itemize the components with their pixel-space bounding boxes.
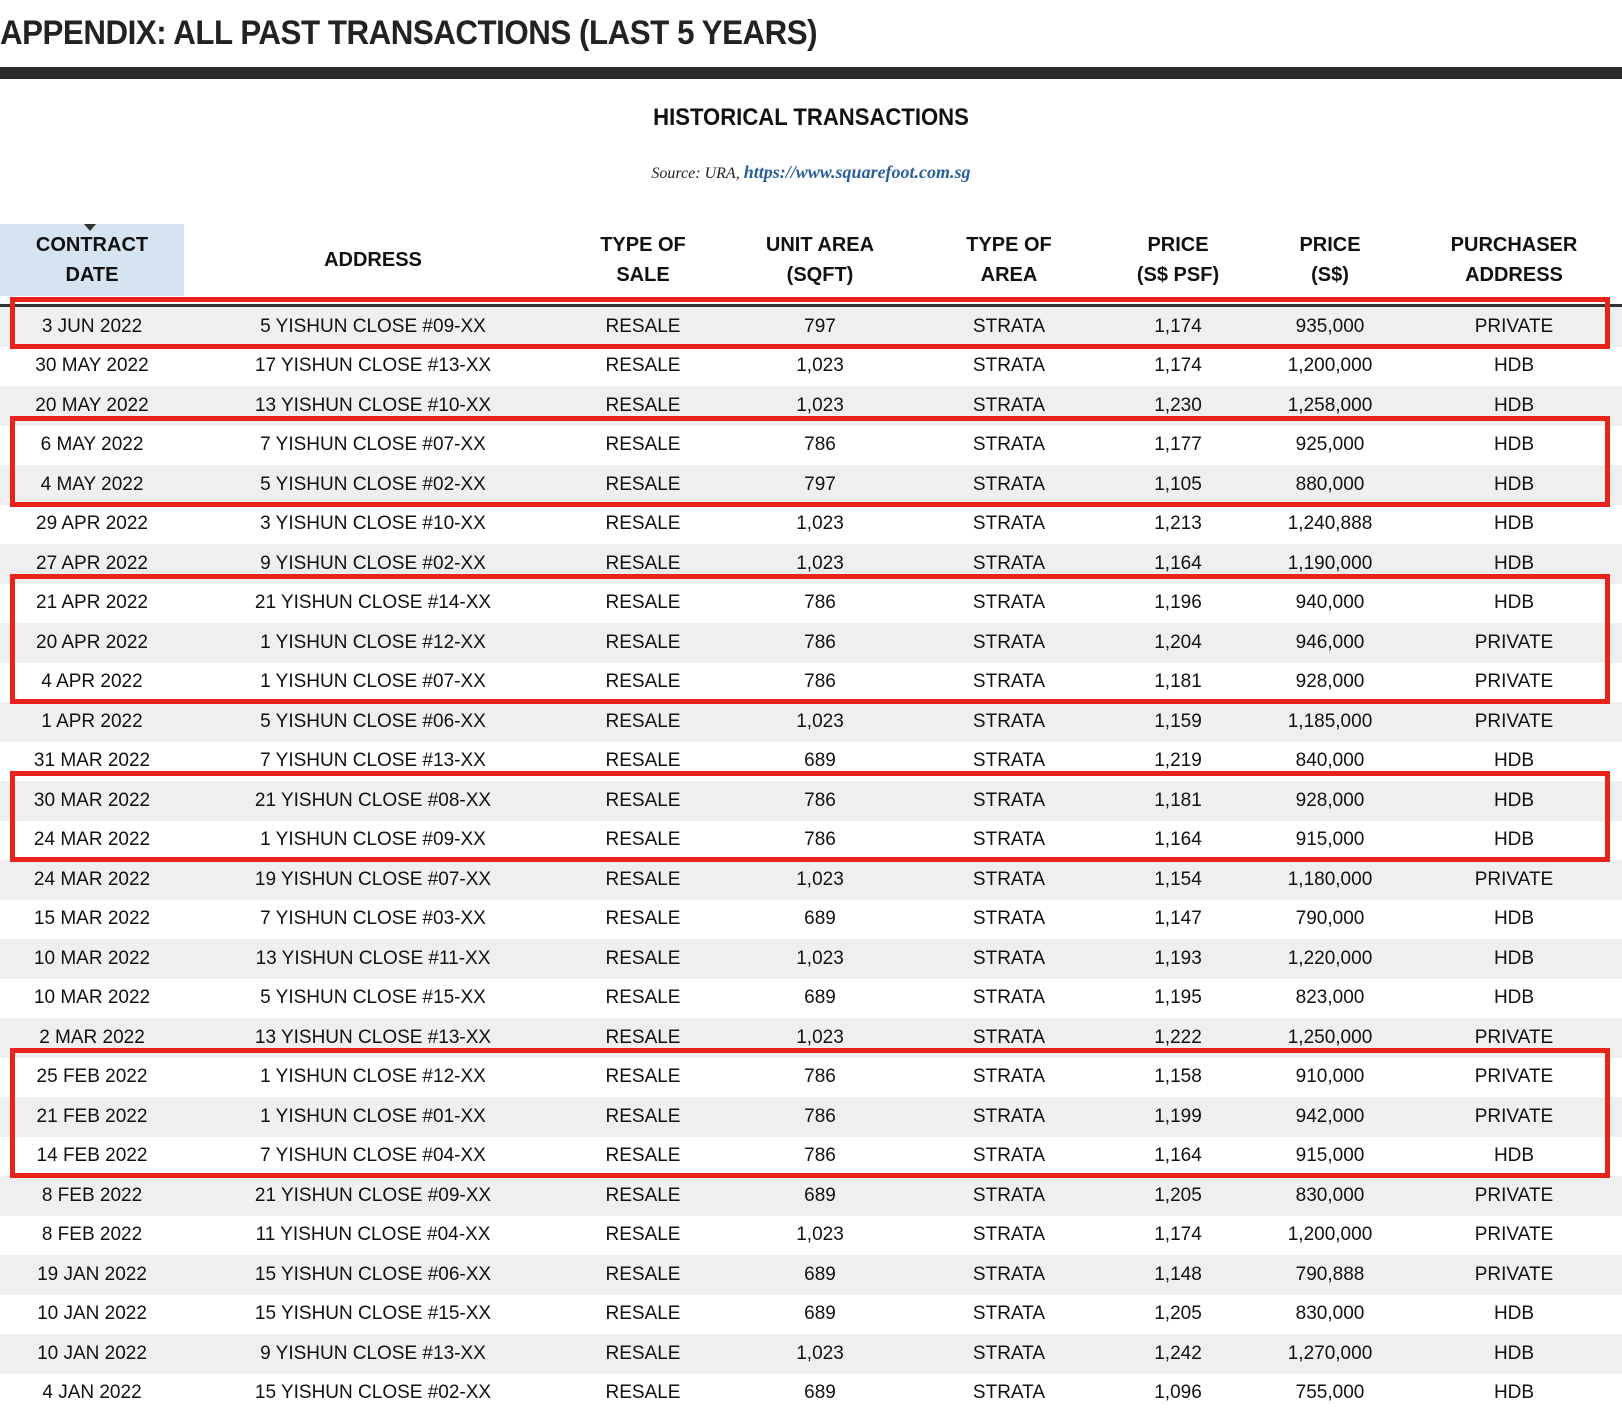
source-link[interactable]: https://www.squarefoot.com.sg (744, 162, 971, 182)
cell-type-of-sale: RESALE (562, 1137, 724, 1177)
cell-price-psf: 1,205 (1102, 1176, 1254, 1216)
cell-address: 7 YISHUN CLOSE #07-XX (184, 426, 562, 466)
cell-contract-date: 24 MAR 2022 (0, 821, 184, 861)
cell-contract-date: 19 JAN 2022 (0, 1255, 184, 1295)
cell-contract-date: 8 FEB 2022 (0, 1216, 184, 1256)
cell-type-of-area: STRATA (916, 1374, 1102, 1413)
highlight-box (10, 574, 1610, 705)
section-title: HISTORICAL TRANSACTIONS (65, 104, 1557, 132)
cell-address: 15 YISHUN CLOSE #06-XX (184, 1255, 562, 1295)
cell-unit-area: 786 (724, 426, 916, 466)
cell-price-psf: 1,230 (1102, 386, 1254, 426)
cell-price: 840,000 (1254, 742, 1406, 782)
header-label: PRICE (S$ PSF) (1137, 230, 1219, 290)
cell-contract-date: 1 APR 2022 (0, 702, 184, 742)
cell-address: 15 YISHUN CLOSE #02-XX (184, 1374, 562, 1413)
header-type-of-area[interactable] (916, 224, 1102, 296)
cell-contract-date: 31 MAR 2022 (0, 742, 184, 782)
table-row[interactable] (0, 860, 1622, 900)
cell-purchaser-address: PRIVATE (1406, 307, 1622, 347)
cell-purchaser-address: HDB (1406, 584, 1622, 624)
cell-purchaser-address: HDB (1406, 544, 1622, 584)
header-label: TYPE OF SALE (600, 230, 686, 290)
cell-price-psf: 1,181 (1102, 781, 1254, 821)
cell-price: 942,000 (1254, 1097, 1406, 1137)
cell-price: 910,000 (1254, 1058, 1406, 1098)
cell-address: 3 YISHUN CLOSE #10-XX (184, 505, 562, 545)
cell-type-of-area: STRATA (916, 544, 1102, 584)
cell-type-of-sale: RESALE (562, 505, 724, 545)
cell-type-of-sale: RESALE (562, 426, 724, 466)
cell-contract-date: 25 FEB 2022 (0, 1058, 184, 1098)
cell-contract-date: 10 MAR 2022 (0, 979, 184, 1019)
cell-type-of-sale: RESALE (562, 465, 724, 505)
cell-price-psf: 1,174 (1102, 1216, 1254, 1256)
cell-type-of-sale: RESALE (562, 900, 724, 940)
cell-price: 1,270,000 (1254, 1334, 1406, 1374)
cell-unit-area: 1,023 (724, 1018, 916, 1058)
cell-type-of-sale: RESALE (562, 584, 724, 624)
cell-address: 13 YISHUN CLOSE #13-XX (184, 1018, 562, 1058)
cell-type-of-sale: RESALE (562, 1058, 724, 1098)
cell-unit-area: 786 (724, 623, 916, 663)
cell-address: 15 YISHUN CLOSE #15-XX (184, 1295, 562, 1335)
cell-type-of-area: STRATA (916, 1176, 1102, 1216)
cell-type-of-sale: RESALE (562, 1255, 724, 1295)
cell-unit-area: 786 (724, 1097, 916, 1137)
header-label: ADDRESS (324, 245, 422, 275)
cell-type-of-area: STRATA (916, 900, 1102, 940)
cell-address: 1 YISHUN CLOSE #12-XX (184, 1058, 562, 1098)
cell-address: 19 YISHUN CLOSE #07-XX (184, 860, 562, 900)
header-price[interactable] (1254, 224, 1406, 296)
table-row[interactable] (0, 505, 1622, 545)
cell-price: 928,000 (1254, 781, 1406, 821)
cell-price: 830,000 (1254, 1295, 1406, 1335)
cell-price: 1,180,000 (1254, 860, 1406, 900)
cell-purchaser-address: HDB (1406, 900, 1622, 940)
cell-type-of-area: STRATA (916, 465, 1102, 505)
cell-address: 21 YISHUN CLOSE #09-XX (184, 1176, 562, 1216)
cell-contract-date: 24 MAR 2022 (0, 860, 184, 900)
header-contract-date[interactable] (0, 224, 184, 296)
cell-contract-date: 2 MAR 2022 (0, 1018, 184, 1058)
page-title: APPENDIX: ALL PAST TRANSACTIONS (LAST 5 YEARS) (0, 14, 817, 53)
cell-contract-date: 8 FEB 2022 (0, 1176, 184, 1216)
cell-price: 940,000 (1254, 584, 1406, 624)
cell-address: 9 YISHUN CLOSE #02-XX (184, 544, 562, 584)
cell-unit-area: 786 (724, 821, 916, 861)
cell-type-of-sale: RESALE (562, 663, 724, 703)
cell-contract-date: 10 MAR 2022 (0, 939, 184, 979)
cell-price-psf: 1,164 (1102, 544, 1254, 584)
cell-contract-date: 4 APR 2022 (0, 663, 184, 703)
cell-unit-area: 786 (724, 663, 916, 703)
cell-address: 9 YISHUN CLOSE #13-XX (184, 1334, 562, 1374)
cell-unit-area: 689 (724, 1374, 916, 1413)
cell-contract-date: 21 FEB 2022 (0, 1097, 184, 1137)
cell-unit-area: 1,023 (724, 544, 916, 584)
cell-contract-date: 30 MAY 2022 (0, 347, 184, 387)
cell-unit-area: 786 (724, 1137, 916, 1177)
highlight-box (10, 771, 1610, 862)
cell-unit-area: 1,023 (724, 1216, 916, 1256)
cell-purchaser-address: HDB (1406, 386, 1622, 426)
table-row[interactable] (0, 1176, 1622, 1216)
cell-price-psf: 1,148 (1102, 1255, 1254, 1295)
cell-price-psf: 1,174 (1102, 347, 1254, 387)
cell-contract-date: 4 JAN 2022 (0, 1374, 184, 1413)
cell-type-of-sale: RESALE (562, 1334, 724, 1374)
cell-price-psf: 1,154 (1102, 860, 1254, 900)
cell-purchaser-address: HDB (1406, 979, 1622, 1019)
cell-unit-area: 1,023 (724, 702, 916, 742)
cell-price-psf: 1,204 (1102, 623, 1254, 663)
cell-price-psf: 1,199 (1102, 1097, 1254, 1137)
cell-type-of-area: STRATA (916, 505, 1102, 545)
table-row[interactable] (0, 900, 1622, 940)
cell-price-psf: 1,213 (1102, 505, 1254, 545)
cell-contract-date: 10 JAN 2022 (0, 1295, 184, 1335)
cell-type-of-sale: RESALE (562, 386, 724, 426)
cell-purchaser-address: HDB (1406, 347, 1622, 387)
cell-type-of-area: STRATA (916, 979, 1102, 1019)
header-address[interactable] (184, 224, 562, 296)
cell-price-psf: 1,177 (1102, 426, 1254, 466)
cell-price-psf: 1,193 (1102, 939, 1254, 979)
cell-address: 1 YISHUN CLOSE #07-XX (184, 663, 562, 703)
cell-type-of-area: STRATA (916, 1255, 1102, 1295)
table-row[interactable] (0, 1295, 1622, 1335)
cell-price-psf: 1,164 (1102, 1137, 1254, 1177)
header-type-of-sale[interactable] (562, 224, 724, 296)
cell-unit-area: 786 (724, 584, 916, 624)
header-purchaser-address[interactable] (1406, 224, 1622, 296)
source-line (0, 162, 1622, 183)
cell-type-of-sale: RESALE (562, 702, 724, 742)
cell-purchaser-address: PRIVATE (1406, 1018, 1622, 1058)
cell-purchaser-address: PRIVATE (1406, 1176, 1622, 1216)
cell-purchaser-address: PRIVATE (1406, 702, 1622, 742)
cell-unit-area: 786 (724, 781, 916, 821)
cell-price: 790,000 (1254, 900, 1406, 940)
cell-price-psf: 1,105 (1102, 465, 1254, 505)
cell-price: 1,240,888 (1254, 505, 1406, 545)
cell-type-of-area: STRATA (916, 1058, 1102, 1098)
cell-contract-date: 30 MAR 2022 (0, 781, 184, 821)
cell-type-of-sale: RESALE (562, 347, 724, 387)
cell-type-of-area: STRATA (916, 860, 1102, 900)
table-row[interactable] (0, 939, 1622, 979)
cell-contract-date: 27 APR 2022 (0, 544, 184, 584)
cell-contract-date: 20 APR 2022 (0, 623, 184, 663)
cell-contract-date: 3 JUN 2022 (0, 307, 184, 347)
cell-type-of-sale: RESALE (562, 1374, 724, 1413)
cell-price-psf: 1,219 (1102, 742, 1254, 782)
cell-address: 11 YISHUN CLOSE #04-XX (184, 1216, 562, 1256)
table-row[interactable] (0, 1255, 1622, 1295)
cell-type-of-area: STRATA (916, 623, 1102, 663)
cell-address: 13 YISHUN CLOSE #10-XX (184, 386, 562, 426)
cell-price-psf: 1,205 (1102, 1295, 1254, 1335)
cell-type-of-area: STRATA (916, 663, 1102, 703)
cell-address: 21 YISHUN CLOSE #08-XX (184, 781, 562, 821)
cell-price: 790,888 (1254, 1255, 1406, 1295)
header-label: UNIT AREA (SQFT) (766, 230, 874, 290)
cell-price: 1,250,000 (1254, 1018, 1406, 1058)
cell-purchaser-address: HDB (1406, 1137, 1622, 1177)
cell-price: 1,220,000 (1254, 939, 1406, 979)
cell-address: 5 YISHUN CLOSE #15-XX (184, 979, 562, 1019)
cell-price-psf: 1,181 (1102, 663, 1254, 703)
cell-address: 5 YISHUN CLOSE #06-XX (184, 702, 562, 742)
cell-purchaser-address: HDB (1406, 505, 1622, 545)
table-row[interactable] (0, 347, 1622, 387)
cell-address: 7 YISHUN CLOSE #03-XX (184, 900, 562, 940)
cell-type-of-area: STRATA (916, 1216, 1102, 1256)
cell-address: 13 YISHUN CLOSE #11-XX (184, 939, 562, 979)
cell-unit-area: 689 (724, 742, 916, 782)
source-prefix: Source: URA, (651, 165, 743, 182)
cell-unit-area: 689 (724, 900, 916, 940)
cell-address: 5 YISHUN CLOSE #09-XX (184, 307, 562, 347)
cell-price: 915,000 (1254, 1137, 1406, 1177)
cell-type-of-sale: RESALE (562, 742, 724, 782)
cell-type-of-sale: RESALE (562, 623, 724, 663)
cell-price: 946,000 (1254, 623, 1406, 663)
cell-unit-area: 797 (724, 465, 916, 505)
cell-type-of-area: STRATA (916, 584, 1102, 624)
table-row[interactable] (0, 979, 1622, 1019)
header-label: CONTRACT DATE (36, 230, 148, 290)
cell-contract-date: 15 MAR 2022 (0, 900, 184, 940)
cell-purchaser-address: HDB (1406, 939, 1622, 979)
cell-unit-area: 1,023 (724, 1334, 916, 1374)
cell-purchaser-address: HDB (1406, 1334, 1622, 1374)
cell-contract-date: 4 MAY 2022 (0, 465, 184, 505)
header-label: PURCHASER ADDRESS (1451, 230, 1578, 290)
cell-unit-area: 1,023 (724, 347, 916, 387)
cell-type-of-area: STRATA (916, 702, 1102, 742)
cell-type-of-area: STRATA (916, 781, 1102, 821)
cell-address: 1 YISHUN CLOSE #09-XX (184, 821, 562, 861)
cell-unit-area: 786 (724, 1058, 916, 1098)
cell-price: 928,000 (1254, 663, 1406, 703)
cell-type-of-area: STRATA (916, 1334, 1102, 1374)
cell-unit-area: 1,023 (724, 860, 916, 900)
highlight-box (10, 416, 1610, 507)
cell-price: 925,000 (1254, 426, 1406, 466)
header-label: PRICE (S$) (1299, 230, 1360, 290)
highlight-box (10, 297, 1610, 349)
cell-purchaser-address: HDB (1406, 465, 1622, 505)
cell-type-of-sale: RESALE (562, 939, 724, 979)
cell-purchaser-address: PRIVATE (1406, 1058, 1622, 1098)
cell-type-of-sale: RESALE (562, 1018, 724, 1058)
cell-type-of-area: STRATA (916, 821, 1102, 861)
cell-price: 1,185,000 (1254, 702, 1406, 742)
cell-unit-area: 1,023 (724, 505, 916, 545)
cell-unit-area: 689 (724, 1176, 916, 1216)
cell-unit-area: 1,023 (724, 939, 916, 979)
cell-type-of-sale: RESALE (562, 1216, 724, 1256)
header-label: TYPE OF AREA (966, 230, 1052, 290)
cell-purchaser-address: HDB (1406, 1374, 1622, 1413)
cell-price-psf: 1,096 (1102, 1374, 1254, 1413)
cell-price: 1,200,000 (1254, 1216, 1406, 1256)
cell-unit-area: 689 (724, 979, 916, 1019)
cell-type-of-area: STRATA (916, 939, 1102, 979)
cell-type-of-area: STRATA (916, 1018, 1102, 1058)
cell-price-psf: 1,242 (1102, 1334, 1254, 1374)
cell-type-of-sale: RESALE (562, 1097, 724, 1137)
cell-unit-area: 1,023 (724, 386, 916, 426)
table-row[interactable] (0, 1216, 1622, 1256)
cell-price-psf: 1,222 (1102, 1018, 1254, 1058)
cell-unit-area: 797 (724, 307, 916, 347)
cell-type-of-area: STRATA (916, 1097, 1102, 1137)
cell-purchaser-address: HDB (1406, 1295, 1622, 1335)
cell-type-of-sale: RESALE (562, 781, 724, 821)
header-price-psf[interactable] (1102, 224, 1254, 296)
cell-price-psf: 1,195 (1102, 979, 1254, 1019)
sort-down-arrow-icon[interactable] (84, 224, 96, 231)
cell-type-of-sale: RESALE (562, 307, 724, 347)
cell-purchaser-address: PRIVATE (1406, 1216, 1622, 1256)
cell-address: 17 YISHUN CLOSE #13-XX (184, 347, 562, 387)
cell-price: 935,000 (1254, 307, 1406, 347)
cell-price: 880,000 (1254, 465, 1406, 505)
table-row[interactable] (0, 1374, 1622, 1413)
cell-price: 1,200,000 (1254, 347, 1406, 387)
cell-address: 1 YISHUN CLOSE #12-XX (184, 623, 562, 663)
cell-price-psf: 1,164 (1102, 821, 1254, 861)
cell-type-of-area: STRATA (916, 742, 1102, 782)
cell-type-of-sale: RESALE (562, 860, 724, 900)
cell-address: 21 YISHUN CLOSE #14-XX (184, 584, 562, 624)
cell-price: 915,000 (1254, 821, 1406, 861)
cell-type-of-area: STRATA (916, 1137, 1102, 1177)
cell-purchaser-address: HDB (1406, 426, 1622, 466)
cell-price: 755,000 (1254, 1374, 1406, 1413)
cell-unit-area: 689 (724, 1295, 916, 1335)
cell-type-of-area: STRATA (916, 426, 1102, 466)
cell-contract-date: 21 APR 2022 (0, 584, 184, 624)
cell-purchaser-address: PRIVATE (1406, 1255, 1622, 1295)
title-divider (0, 67, 1622, 79)
cell-unit-area: 689 (724, 1255, 916, 1295)
cell-price: 823,000 (1254, 979, 1406, 1019)
cell-purchaser-address: HDB (1406, 742, 1622, 782)
cell-type-of-sale: RESALE (562, 1176, 724, 1216)
cell-address: 1 YISHUN CLOSE #01-XX (184, 1097, 562, 1137)
cell-type-of-sale: RESALE (562, 544, 724, 584)
cell-price-psf: 1,158 (1102, 1058, 1254, 1098)
cell-type-of-area: STRATA (916, 386, 1102, 426)
cell-type-of-sale: RESALE (562, 1295, 724, 1335)
highlight-box (10, 1048, 1610, 1179)
cell-purchaser-address: PRIVATE (1406, 623, 1622, 663)
table-row[interactable] (0, 1334, 1622, 1374)
table-header (0, 224, 1622, 296)
cell-price: 1,258,000 (1254, 386, 1406, 426)
cell-price: 1,190,000 (1254, 544, 1406, 584)
cell-price-psf: 1,174 (1102, 307, 1254, 347)
cell-type-of-area: STRATA (916, 347, 1102, 387)
cell-type-of-area: STRATA (916, 307, 1102, 347)
cell-purchaser-address: HDB (1406, 781, 1622, 821)
cell-contract-date: 10 JAN 2022 (0, 1334, 184, 1374)
header-unit-area[interactable] (724, 224, 916, 296)
cell-type-of-sale: RESALE (562, 979, 724, 1019)
table-row[interactable] (0, 702, 1622, 742)
cell-price-psf: 1,196 (1102, 584, 1254, 624)
cell-contract-date: 20 MAY 2022 (0, 386, 184, 426)
cell-address: 7 YISHUN CLOSE #04-XX (184, 1137, 562, 1177)
cell-purchaser-address: PRIVATE (1406, 1097, 1622, 1137)
cell-type-of-sale: RESALE (562, 821, 724, 861)
cell-purchaser-address: PRIVATE (1406, 860, 1622, 900)
cell-contract-date: 6 MAY 2022 (0, 426, 184, 466)
cell-address: 7 YISHUN CLOSE #13-XX (184, 742, 562, 782)
cell-address: 5 YISHUN CLOSE #02-XX (184, 465, 562, 505)
cell-purchaser-address: HDB (1406, 821, 1622, 861)
cell-price-psf: 1,147 (1102, 900, 1254, 940)
cell-contract-date: 29 APR 2022 (0, 505, 184, 545)
cell-price: 830,000 (1254, 1176, 1406, 1216)
cell-type-of-area: STRATA (916, 1295, 1102, 1335)
cell-contract-date: 14 FEB 2022 (0, 1137, 184, 1177)
cell-purchaser-address: PRIVATE (1406, 663, 1622, 703)
cell-price-psf: 1,159 (1102, 702, 1254, 742)
